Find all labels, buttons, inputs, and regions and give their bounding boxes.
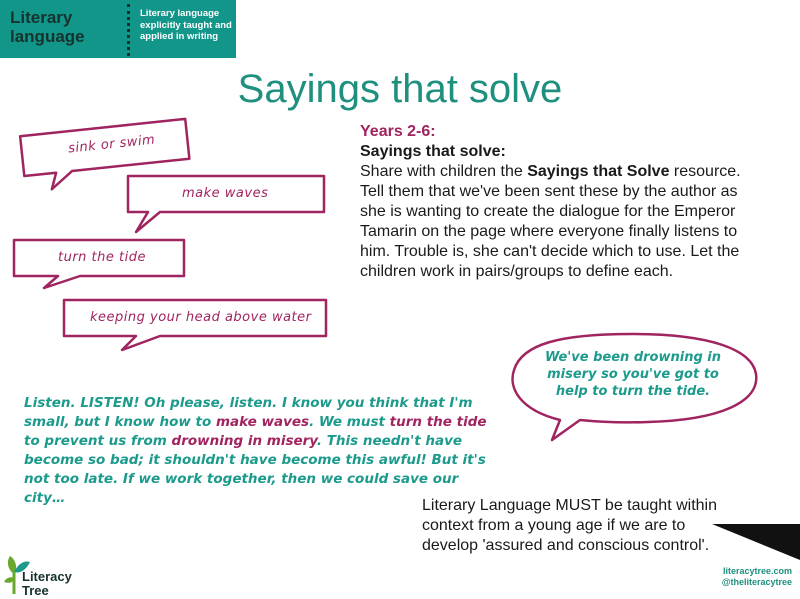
speech-highlight-turn-the-tide: turn the tide bbox=[389, 414, 487, 430]
instructions-years: Years 2-6: bbox=[360, 123, 436, 140]
speech-part-2: . We must bbox=[309, 414, 390, 430]
instructions-resource-name: Sayings that Solve bbox=[527, 163, 670, 180]
bubble-label-make-waves: make waves bbox=[182, 186, 269, 201]
bubble-label-head-above-water: keeping your head above water bbox=[90, 310, 312, 325]
emperor-speech-text bbox=[24, 394, 494, 508]
bubble-head-above-water-shape bbox=[64, 300, 326, 350]
speech-part-3: to prevent us from bbox=[24, 433, 172, 449]
speech-part-1: Listen. LISTEN! Oh please, listen. I know you think that I'm small, but I know how to bbox=[24, 395, 473, 430]
speech-highlight-make-waves: make waves bbox=[215, 414, 310, 430]
instructions-text-before: Share with children the bbox=[360, 163, 528, 180]
bubble-label-sink-or-swim: sink or swim bbox=[67, 132, 156, 157]
instructions-body bbox=[360, 162, 760, 282]
bubble-make-waves-shape bbox=[128, 176, 324, 232]
footer-website: literacytree.com bbox=[722, 566, 792, 576]
literary-language-note: Literary Language MUST be taught within context from a young age if we are to develop 'assured and conscious control'. bbox=[422, 497, 717, 554]
page-title: Sayings that solve bbox=[237, 67, 563, 111]
footer-handle: @theliteracytree bbox=[721, 577, 792, 587]
header-title: Literary language bbox=[10, 8, 85, 46]
bubble-label-turn-the-tide: turn the tide bbox=[58, 250, 146, 265]
black-wedge-decoration bbox=[712, 524, 800, 560]
footer-links bbox=[722, 566, 792, 588]
instructions-text-after: resource. Tell them that we've been sent these by the author as she is wanting to create the dialogue for the Emperor Tamarin on the page where everyone finally listens to him. Trouble is, she can't decide which to use. Let the children work in pairs/groups to define each. bbox=[360, 163, 741, 280]
header-subtitle: Literary language explicitly taught and applied in writing bbox=[140, 8, 232, 42]
logo-wordmark: Literacy Tree bbox=[22, 569, 72, 598]
speech-highlight-drowning-in-misery: drowning in misery bbox=[171, 433, 317, 449]
instructions-block bbox=[360, 122, 760, 282]
oval-bubble-text: We've been drowning in misery so you've got to help to turn the tide. bbox=[544, 350, 721, 399]
instructions-heading: Sayings that solve: bbox=[360, 143, 506, 160]
speech-part-4: . This needn't have become so bad; it shouldn't have become this awful! But it's not too late. If we work together, then we could save our city… bbox=[24, 433, 486, 506]
